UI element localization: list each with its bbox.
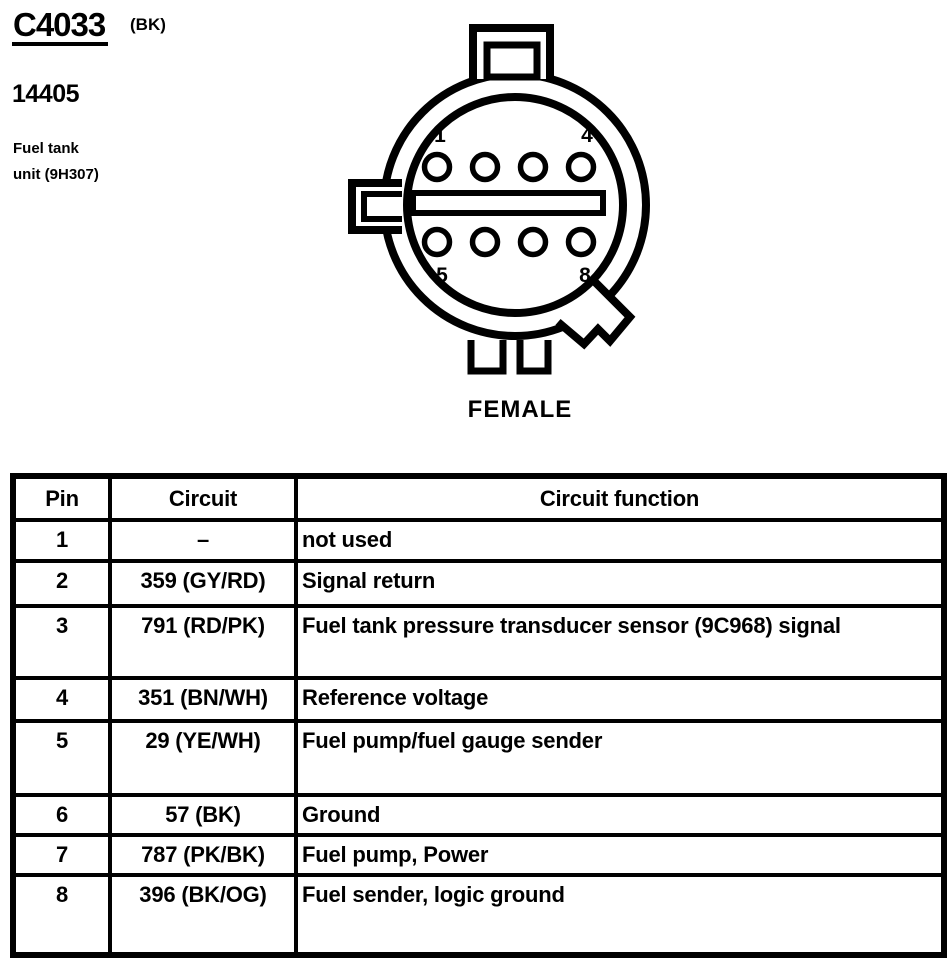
connector-face-drawing (330, 13, 710, 398)
column-header-pin: Pin (13, 476, 110, 520)
circuit-function-cell: Fuel sender, logic ground (296, 875, 944, 955)
connector-color-code: (BK) (130, 15, 166, 34)
component-description-line2: unit (9H307) (13, 166, 99, 183)
circuit-cell: 787 (PK/BK) (110, 835, 296, 875)
circuit-cell: 359 (GY/RD) (110, 561, 296, 606)
pin-cell: 7 (13, 835, 110, 875)
pin-label-1: 1 (434, 124, 446, 147)
table-row (13, 606, 944, 678)
connector-index-bar (413, 193, 603, 213)
column-header-circuit-function: Circuit function (296, 476, 944, 520)
pin-label-4: 4 (581, 124, 593, 147)
table-row (13, 835, 944, 875)
table-row (13, 678, 944, 721)
component-description (13, 136, 99, 188)
circuit-function-cell: Fuel pump, Power (296, 835, 944, 875)
pin-cell: 5 (13, 721, 110, 795)
connector-bottom-tab-right (520, 340, 548, 371)
component-description-line1: Fuel tank (13, 140, 79, 157)
table-row (13, 561, 944, 606)
connector-left-tab-inner (364, 194, 402, 219)
circuit-cell: 29 (YE/WH) (110, 721, 296, 795)
circuit-function-cell: Reference voltage (296, 678, 944, 721)
column-header-circuit: Circuit (110, 476, 296, 520)
circuit-cell: 396 (BK/OG) (110, 875, 296, 955)
table-row (13, 520, 944, 561)
pin-cell: 3 (13, 606, 110, 678)
pinout-table (10, 473, 947, 958)
table-row (13, 795, 944, 835)
circuit-cell: – (110, 520, 296, 561)
part-number: 14405 (12, 80, 80, 108)
circuit-function-cell: Fuel tank pressure transducer sensor (9C968) signal (296, 606, 944, 678)
circuit-function-cell: Fuel pump/fuel gauge sender (296, 721, 944, 795)
connector-top-tab-inner (487, 45, 537, 77)
circuit-function-cell: Signal return (296, 561, 944, 606)
connector-bottom-tab-left (471, 340, 503, 371)
table-row (13, 875, 944, 955)
pin-label-8: 8 (579, 264, 591, 287)
circuit-cell: 57 (BK) (110, 795, 296, 835)
circuit-function-cell: not used (296, 520, 944, 561)
pin-cell: 2 (13, 561, 110, 606)
table-row (13, 721, 944, 795)
pin-cell: 4 (13, 678, 110, 721)
circuit-function-cell: Ground (296, 795, 944, 835)
pin-cell: 8 (13, 875, 110, 955)
connector-gender-label: FEMALE (467, 396, 573, 423)
connector-face-diagram (330, 13, 710, 398)
connector-id-title: C4033 (12, 8, 108, 46)
circuit-cell: 791 (RD/PK) (110, 606, 296, 678)
pin-cell: 1 (13, 520, 110, 561)
circuit-cell: 351 (BN/WH) (110, 678, 296, 721)
pin-cell: 6 (13, 795, 110, 835)
pin-label-5: 5 (436, 264, 448, 287)
pinout-header-row (13, 476, 944, 520)
